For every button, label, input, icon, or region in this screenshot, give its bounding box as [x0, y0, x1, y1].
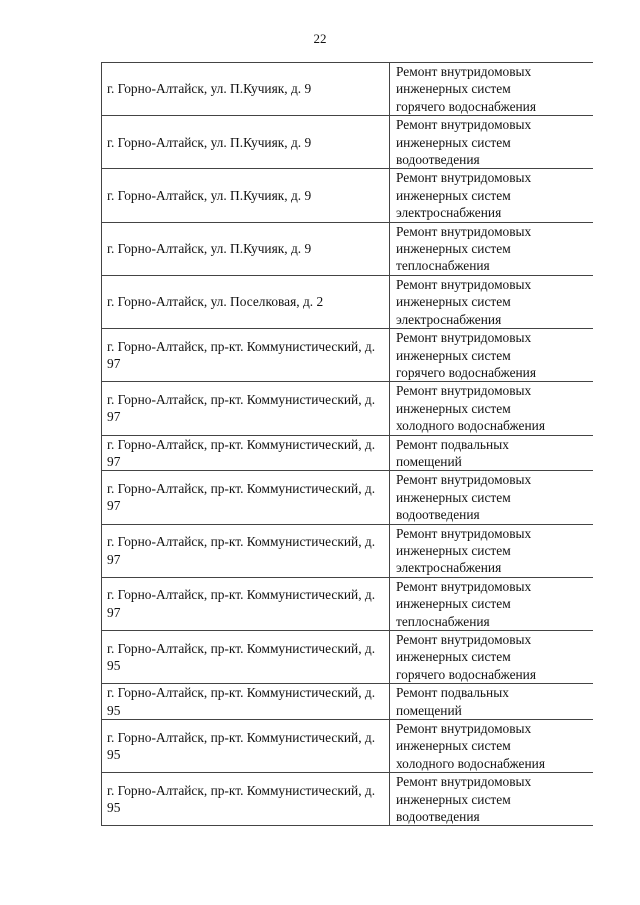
address-cell: г. Горно-Алтайск, пр-кт. Коммунистический, д. 97 — [102, 382, 390, 435]
table-row — [102, 382, 594, 435]
table-row — [102, 329, 594, 382]
work-type-cell: Ремонт внутридомовых инженерных систем водоотведения — [390, 773, 594, 826]
work-type-cell: Ремонт внутридомовых инженерных систем теплоснабжения — [390, 577, 594, 630]
table-row — [102, 63, 594, 116]
address-cell: г. Горно-Алтайск, пр-кт. Коммунистический, д. 95 — [102, 631, 390, 684]
address-cell: г. Горно-Алтайск, пр-кт. Коммунистический, д. 95 — [102, 684, 390, 720]
table-row — [102, 169, 594, 222]
work-type-cell: Ремонт внутридомовых инженерных систем теплоснабжения — [390, 222, 594, 275]
work-type-cell: Ремонт внутридомовых инженерных систем холодного водоснабжения — [390, 382, 594, 435]
work-type-cell: Ремонт подвальных помещений — [390, 684, 594, 720]
table-row — [102, 116, 594, 169]
table-row — [102, 720, 594, 773]
address-cell: г. Горно-Алтайск, ул. П.Кучияк, д. 9 — [102, 116, 390, 169]
address-cell: г. Горно-Алтайск, пр-кт. Коммунистический, д. 97 — [102, 577, 390, 630]
table-row — [102, 435, 594, 471]
address-cell: г. Горно-Алтайск, пр-кт. Коммунистический, д. 97 — [102, 524, 390, 577]
work-type-cell: Ремонт внутридомовых инженерных систем электроснабжения — [390, 275, 594, 328]
work-type-cell: Ремонт внутридомовых инженерных систем горячего водоснабжения — [390, 631, 594, 684]
page-number: 22 — [313, 31, 327, 46]
repair-table — [101, 62, 593, 826]
table-row — [102, 684, 594, 720]
work-type-cell: Ремонт внутридомовых инженерных систем горячего водоснабжения — [390, 63, 594, 116]
work-type-cell: Ремонт внутридомовых инженерных систем водоотведения — [390, 116, 594, 169]
address-cell: г. Горно-Алтайск, ул. П.Кучияк, д. 9 — [102, 222, 390, 275]
address-cell: г. Горно-Алтайск, ул. П.Кучияк, д. 9 — [102, 169, 390, 222]
address-cell: г. Горно-Алтайск, ул. П.Кучияк, д. 9 — [102, 63, 390, 116]
table-row — [102, 275, 594, 328]
work-type-cell: Ремонт внутридомовых инженерных систем холодного водоснабжения — [390, 720, 594, 773]
address-cell: г. Горно-Алтайск, пр-кт. Коммунистический, д. 97 — [102, 329, 390, 382]
address-cell: г. Горно-Алтайск, пр-кт. Коммунистический, д. 95 — [102, 720, 390, 773]
address-cell: г. Горно-Алтайск, пр-кт. Коммунистический, д. 97 — [102, 471, 390, 524]
table-row — [102, 773, 594, 826]
work-type-cell: Ремонт внутридомовых инженерных систем электроснабжения — [390, 524, 594, 577]
address-cell: г. Горно-Алтайск, пр-кт. Коммунистический, д. 97 — [102, 435, 390, 471]
address-cell: г. Горно-Алтайск, пр-кт. Коммунистический, д. 95 — [102, 773, 390, 826]
work-type-cell: Ремонт внутридомовых инженерных систем электроснабжения — [390, 169, 594, 222]
table-row — [102, 471, 594, 524]
table-row — [102, 524, 594, 577]
address-cell: г. Горно-Алтайск, ул. Поселковая, д. 2 — [102, 275, 390, 328]
table-row — [102, 577, 594, 630]
table-row — [102, 631, 594, 684]
work-type-cell: Ремонт внутридомовых инженерных систем водоотведения — [390, 471, 594, 524]
work-type-cell: Ремонт подвальных помещений — [390, 435, 594, 471]
work-type-cell: Ремонт внутридомовых инженерных систем горячего водоснабжения — [390, 329, 594, 382]
table-row — [102, 222, 594, 275]
